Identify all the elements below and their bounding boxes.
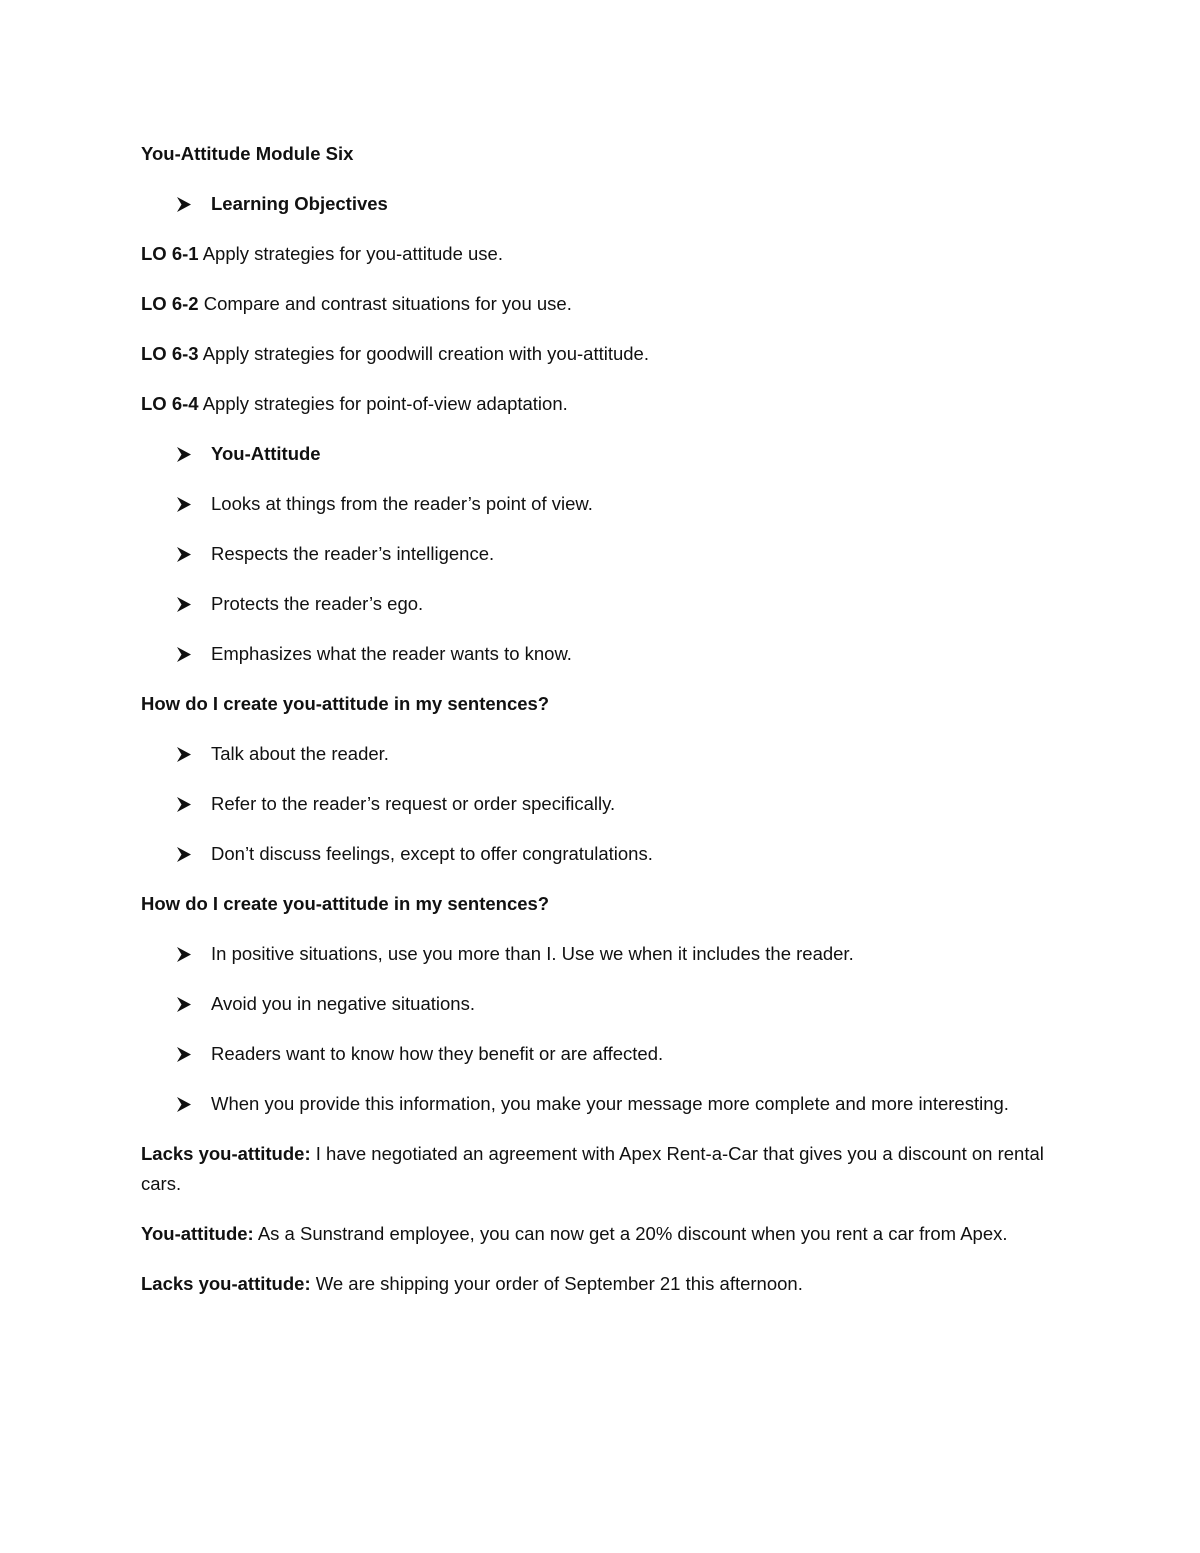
example-label: You-attitude: (141, 1223, 254, 1244)
arrow-bullet-icon (177, 539, 195, 569)
arrow-bullet-icon (177, 189, 195, 219)
objective-code: LO 6-2 (141, 293, 199, 314)
example-text: We are shipping your order of September 21 this afternoon. (310, 1273, 803, 1294)
bullet-item (141, 739, 1051, 769)
objectives-heading: Learning Objectives (211, 193, 388, 214)
bullet-item (141, 1089, 1051, 1119)
example-paragraph (141, 1219, 1051, 1249)
document-body (141, 139, 1051, 1319)
bullet-item (141, 839, 1051, 869)
bullet-text: Readers want to know how they benefit or are affected. (211, 1043, 664, 1064)
you-attitude-heading: You-Attitude (211, 443, 321, 464)
bullet-item (141, 939, 1051, 969)
objective-text: Apply strategies for goodwill creation with you-attitude. (198, 343, 649, 364)
bullet-item (141, 1039, 1051, 1069)
arrow-bullet-icon (177, 789, 195, 819)
arrow-bullet-icon (177, 1039, 195, 1069)
section-question: How do I create you-attitude in my sentences? (141, 693, 550, 714)
arrow-bullet-icon (177, 489, 195, 519)
objective-text: Apply strategies for point-of-view adaptation. (198, 393, 568, 414)
bullet-item (141, 789, 1051, 819)
objectives-heading-item (141, 189, 1051, 219)
bullet-item (141, 639, 1051, 669)
arrow-bullet-icon (177, 639, 195, 669)
you-attitude-heading-item (141, 439, 1051, 469)
example-label: Lacks you-attitude: (141, 1273, 311, 1294)
bullet-text: Respects the reader’s intelligence. (211, 543, 495, 564)
objective-item (141, 339, 1051, 369)
bullet-item (141, 589, 1051, 619)
objective-code: LO 6-1 (141, 243, 199, 264)
arrow-bullet-icon (177, 939, 195, 969)
bullet-text: Avoid you in negative situations. (211, 993, 475, 1014)
objective-code: LO 6-3 (141, 343, 199, 364)
arrow-bullet-icon (177, 589, 195, 619)
bullet-text: Emphasizes what the reader wants to know. (211, 643, 572, 664)
arrow-bullet-icon (177, 739, 195, 769)
example-text: I have negotiated an agreement with Apex Rent-a-Car that gives you a discount on rental cars. (141, 1143, 1044, 1194)
arrow-bullet-icon (177, 839, 195, 869)
objective-item (141, 289, 1051, 319)
section-question: How do I create you-attitude in my sentences? (141, 893, 550, 914)
example-label: Lacks you-attitude: (141, 1143, 311, 1164)
bullet-text: Looks at things from the reader’s point of view. (211, 493, 593, 514)
bullet-text: Protects the reader’s ego. (211, 593, 424, 614)
objective-item (141, 239, 1051, 269)
bullet-text: Don’t discuss feelings, except to offer congratulations. (211, 843, 653, 864)
bullet-text: Talk about the reader. (211, 743, 389, 764)
arrow-bullet-icon (177, 989, 195, 1019)
bullet-text: When you provide this information, you make your message more complete and more interesting. (211, 1093, 1009, 1114)
arrow-bullet-icon (177, 1089, 195, 1119)
example-paragraph (141, 1139, 1051, 1199)
document-title: You-Attitude Module Six (141, 143, 354, 164)
objective-text: Apply strategies for you-attitude use. (198, 243, 503, 264)
example-text: As a Sunstrand employee, you can now get a 20% discount when you rent a car from Apex. (253, 1223, 1008, 1244)
objective-text: Compare and contrast situations for you use. (198, 293, 572, 314)
bullet-item (141, 539, 1051, 569)
arrow-bullet-icon (177, 439, 195, 469)
bullet-text: Refer to the reader’s request or order specifically. (211, 793, 616, 814)
example-paragraph (141, 1269, 1051, 1299)
bullet-item (141, 489, 1051, 519)
objective-code: LO 6-4 (141, 393, 199, 414)
objective-item (141, 389, 1051, 419)
bullet-item (141, 989, 1051, 1019)
bullet-text: In positive situations, use you more than I. Use we when it includes the reader. (211, 943, 854, 964)
